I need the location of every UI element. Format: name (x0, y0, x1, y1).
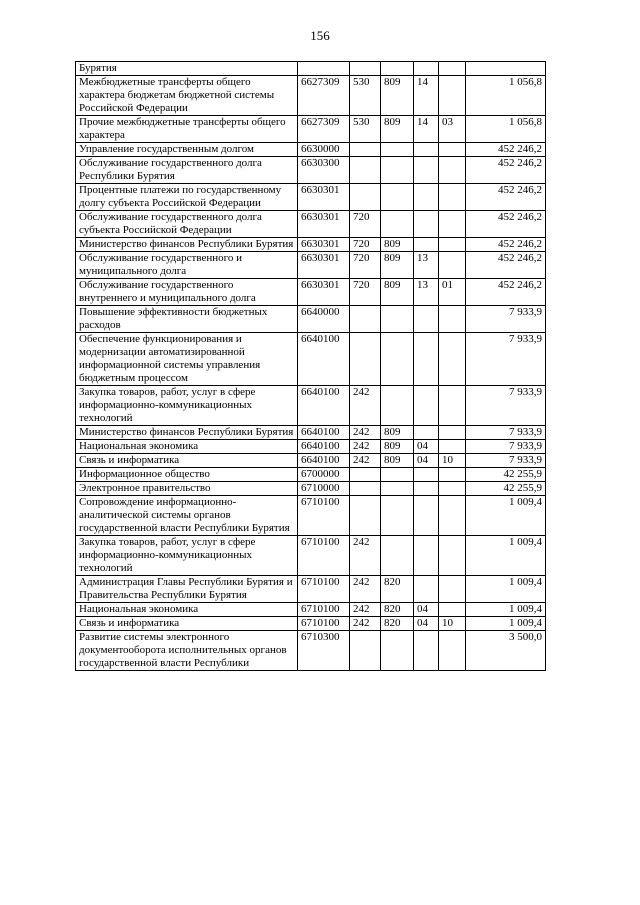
table-row (76, 333, 546, 386)
expense-type-cell (350, 496, 381, 536)
subsection-cell (439, 238, 466, 252)
expense-type-cell: 242 (350, 426, 381, 440)
section-cell (414, 306, 439, 333)
administrator-cell (381, 306, 414, 333)
row-name-cell: Связь и информатика (76, 617, 298, 631)
section-cell (414, 631, 439, 671)
section-cell: 14 (414, 116, 439, 143)
expense-type-cell: 720 (350, 252, 381, 279)
expense-type-cell: 720 (350, 238, 381, 252)
target-article-cell: 6710300 (298, 631, 350, 671)
expense-type-cell: 242 (350, 454, 381, 468)
subsection-cell: 10 (439, 617, 466, 631)
subsection-cell (439, 536, 466, 576)
expense-type-cell: 720 (350, 279, 381, 306)
target-article-cell: 6710100 (298, 496, 350, 536)
subsection-cell (439, 333, 466, 386)
row-name-cell: Электронное правительство (76, 482, 298, 496)
administrator-cell: 809 (381, 252, 414, 279)
administrator-cell (381, 211, 414, 238)
expense-type-cell: 242 (350, 617, 381, 631)
target-article-cell (298, 62, 350, 76)
section-cell (414, 386, 439, 426)
row-name-cell: Управление государственным долгом (76, 143, 298, 157)
table-row (76, 306, 546, 333)
target-article-cell: 6640100 (298, 440, 350, 454)
row-name-cell: Развитие системы электронного документооборота исполнительных органов государственной власти Республики (76, 631, 298, 671)
target-article-cell: 6627309 (298, 76, 350, 116)
amount-cell: 1 009,4 (466, 496, 546, 536)
target-article-cell: 6630301 (298, 252, 350, 279)
table-row (76, 482, 546, 496)
amount-cell: 7 933,9 (466, 386, 546, 426)
table-row (76, 496, 546, 536)
subsection-cell (439, 143, 466, 157)
subsection-cell: 01 (439, 279, 466, 306)
section-cell (414, 536, 439, 576)
table-row (76, 62, 546, 76)
subsection-cell (439, 76, 466, 116)
administrator-cell (381, 496, 414, 536)
table-row (76, 426, 546, 440)
expense-type-cell (350, 468, 381, 482)
section-cell (414, 576, 439, 603)
expense-type-cell: 242 (350, 386, 381, 426)
table-row (76, 252, 546, 279)
subsection-cell (439, 440, 466, 454)
section-cell: 04 (414, 454, 439, 468)
target-article-cell: 6630301 (298, 211, 350, 238)
section-cell: 04 (414, 617, 439, 631)
subsection-cell: 10 (439, 454, 466, 468)
subsection-cell (439, 576, 466, 603)
amount-cell: 452 246,2 (466, 157, 546, 184)
row-name-cell: Обеспечение функционирования и модернизации автоматизированной информационной системы управления бюджетным процессом (76, 333, 298, 386)
section-cell (414, 184, 439, 211)
table-row (76, 536, 546, 576)
section-cell (414, 238, 439, 252)
expense-type-cell (350, 157, 381, 184)
expense-type-cell: 530 (350, 76, 381, 116)
table-row (76, 617, 546, 631)
row-name-cell: Связь и информатика (76, 454, 298, 468)
row-name-cell: Национальная экономика (76, 603, 298, 617)
section-cell (414, 143, 439, 157)
amount-cell: 7 933,9 (466, 306, 546, 333)
section-cell (414, 211, 439, 238)
administrator-cell (381, 482, 414, 496)
amount-cell: 452 246,2 (466, 252, 546, 279)
administrator-cell: 809 (381, 279, 414, 306)
row-name-cell: Министерство финансов Республики Бурятия (76, 238, 298, 252)
expense-type-cell (350, 333, 381, 386)
amount-cell: 1 009,4 (466, 536, 546, 576)
subsection-cell (439, 482, 466, 496)
administrator-cell (381, 184, 414, 211)
target-article-cell: 6630300 (298, 157, 350, 184)
target-article-cell: 6630301 (298, 184, 350, 211)
budget-table (75, 61, 546, 671)
row-name-cell: Сопровождение информационно-аналитической системы органов государственной власти Республики Бурятия (76, 496, 298, 536)
row-name-cell: Закупка товаров, работ, услуг в сфере информационно-коммуникационных технологий (76, 386, 298, 426)
row-name-cell: Национальная экономика (76, 440, 298, 454)
table-row (76, 468, 546, 482)
subsection-cell (439, 426, 466, 440)
expense-type-cell: 242 (350, 440, 381, 454)
administrator-cell: 809 (381, 76, 414, 116)
expense-type-cell (350, 62, 381, 76)
row-name-cell: Обслуживание государственного внутреннего и муниципального долга (76, 279, 298, 306)
amount-cell: 42 255,9 (466, 468, 546, 482)
section-cell (414, 157, 439, 184)
amount-cell: 1 056,8 (466, 116, 546, 143)
administrator-cell: 820 (381, 603, 414, 617)
section-cell: 13 (414, 252, 439, 279)
target-article-cell: 6640100 (298, 426, 350, 440)
amount-cell: 452 246,2 (466, 184, 546, 211)
table-row (76, 76, 546, 116)
section-cell: 04 (414, 603, 439, 617)
table-row (76, 631, 546, 671)
subsection-cell (439, 62, 466, 76)
target-article-cell: 6710100 (298, 617, 350, 631)
row-name-cell: Прочие межбюджетные трансферты общего характера (76, 116, 298, 143)
target-article-cell: 6630301 (298, 279, 350, 306)
amount-cell: 3 500,0 (466, 631, 546, 671)
subsection-cell (439, 252, 466, 279)
row-name-cell: Бурятия (76, 62, 298, 76)
subsection-cell (439, 468, 466, 482)
expense-type-cell: 720 (350, 211, 381, 238)
target-article-cell: 6710100 (298, 603, 350, 617)
administrator-cell: 820 (381, 576, 414, 603)
row-name-cell: Информационное общество (76, 468, 298, 482)
amount-cell: 7 933,9 (466, 333, 546, 386)
expense-type-cell (350, 631, 381, 671)
row-name-cell: Закупка товаров, работ, услуг в сфере информационно-коммуникационных технологий (76, 536, 298, 576)
administrator-cell (381, 468, 414, 482)
section-cell (414, 468, 439, 482)
subsection-cell (439, 386, 466, 426)
table-row (76, 454, 546, 468)
section-cell (414, 62, 439, 76)
section-cell: 13 (414, 279, 439, 306)
row-name-cell: Повышение эффективности бюджетных расходов (76, 306, 298, 333)
table-row (76, 279, 546, 306)
subsection-cell (439, 306, 466, 333)
table-row (76, 238, 546, 252)
administrator-cell: 809 (381, 116, 414, 143)
row-name-cell: Министерство финансов Республики Бурятия (76, 426, 298, 440)
row-name-cell: Администрация Главы Республики Бурятия и Правительства Республики Бурятия (76, 576, 298, 603)
subsection-cell (439, 603, 466, 617)
expense-type-cell (350, 143, 381, 157)
expense-type-cell: 242 (350, 576, 381, 603)
amount-cell: 452 246,2 (466, 238, 546, 252)
subsection-cell (439, 184, 466, 211)
amount-cell: 1 009,4 (466, 617, 546, 631)
row-name-cell: Обслуживание государственного и муниципального долга (76, 252, 298, 279)
page-number: 156 (310, 28, 330, 43)
row-name-cell: Обслуживание государственного долга Республики Бурятия (76, 157, 298, 184)
amount-cell: 1 009,4 (466, 576, 546, 603)
target-article-cell: 6630000 (298, 143, 350, 157)
target-article-cell: 6710100 (298, 536, 350, 576)
budget-table-body (76, 62, 546, 671)
table-row (76, 184, 546, 211)
amount-cell: 452 246,2 (466, 143, 546, 157)
table-row (76, 576, 546, 603)
subsection-cell (439, 631, 466, 671)
administrator-cell (381, 143, 414, 157)
target-article-cell: 6710000 (298, 482, 350, 496)
target-article-cell: 6640000 (298, 306, 350, 333)
row-name-cell: Процентные платежи по государственному долгу субъекта Российской Федерации (76, 184, 298, 211)
section-cell (414, 496, 439, 536)
table-row (76, 440, 546, 454)
administrator-cell: 809 (381, 238, 414, 252)
target-article-cell: 6700000 (298, 468, 350, 482)
amount-cell: 7 933,9 (466, 440, 546, 454)
expense-type-cell: 530 (350, 116, 381, 143)
administrator-cell: 809 (381, 426, 414, 440)
amount-cell: 452 246,2 (466, 211, 546, 238)
section-cell (414, 333, 439, 386)
administrator-cell (381, 631, 414, 671)
administrator-cell (381, 333, 414, 386)
administrator-cell: 809 (381, 454, 414, 468)
administrator-cell: 820 (381, 617, 414, 631)
amount-cell: 7 933,9 (466, 454, 546, 468)
table-row (76, 116, 546, 143)
section-cell (414, 426, 439, 440)
amount-cell: 452 246,2 (466, 279, 546, 306)
administrator-cell (381, 62, 414, 76)
target-article-cell: 6627309 (298, 116, 350, 143)
section-cell: 14 (414, 76, 439, 116)
table-row (76, 157, 546, 184)
expense-type-cell: 242 (350, 603, 381, 617)
target-article-cell: 6630301 (298, 238, 350, 252)
target-article-cell: 6710100 (298, 576, 350, 603)
amount-cell: 1 056,8 (466, 76, 546, 116)
amount-cell: 7 933,9 (466, 426, 546, 440)
row-name-cell: Межбюджетные трансферты общего характера бюджетам бюджетной системы Российской Федерации (76, 76, 298, 116)
table-row (76, 603, 546, 617)
amount-cell: 1 009,4 (466, 603, 546, 617)
subsection-cell (439, 211, 466, 238)
administrator-cell (381, 157, 414, 184)
row-name-cell: Обслуживание государственного долга субъекта Российской Федерации (76, 211, 298, 238)
expense-type-cell: 242 (350, 536, 381, 576)
section-cell (414, 482, 439, 496)
subsection-cell: 03 (439, 116, 466, 143)
subsection-cell (439, 157, 466, 184)
target-article-cell: 6640100 (298, 386, 350, 426)
amount-cell (466, 62, 546, 76)
administrator-cell (381, 386, 414, 426)
expense-type-cell (350, 482, 381, 496)
table-row (76, 386, 546, 426)
expense-type-cell (350, 306, 381, 333)
subsection-cell (439, 496, 466, 536)
target-article-cell: 6640100 (298, 333, 350, 386)
administrator-cell: 809 (381, 440, 414, 454)
target-article-cell: 6640100 (298, 454, 350, 468)
table-row (76, 211, 546, 238)
section-cell: 04 (414, 440, 439, 454)
administrator-cell (381, 536, 414, 576)
amount-cell: 42 255,9 (466, 482, 546, 496)
expense-type-cell (350, 184, 381, 211)
table-row (76, 143, 546, 157)
